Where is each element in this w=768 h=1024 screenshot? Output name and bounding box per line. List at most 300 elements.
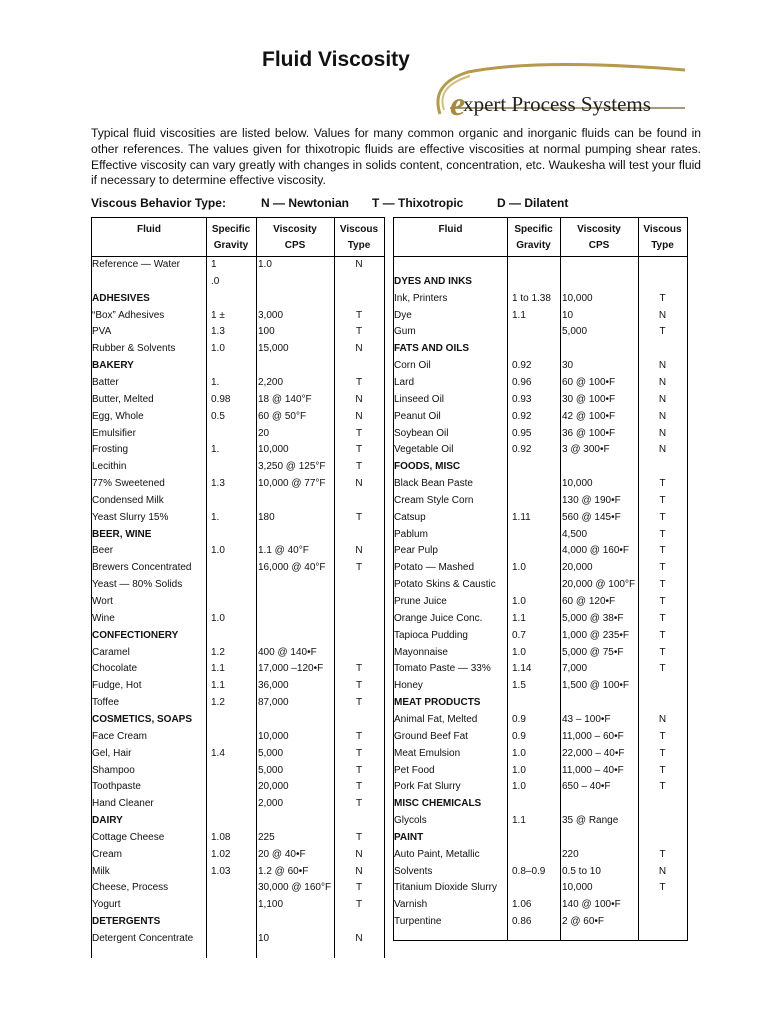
section-title: DYES AND INKS xyxy=(394,275,472,287)
viscous-type: T xyxy=(355,764,363,776)
section-header-row xyxy=(92,812,384,829)
table-row xyxy=(394,913,687,930)
section-header-row xyxy=(92,526,384,543)
specific-gravity: 1.0 xyxy=(211,343,225,355)
viscosity-cps: 3 @ 300•F xyxy=(562,444,610,456)
logo-e: e xyxy=(450,86,466,123)
fluid-name: Milk xyxy=(92,865,110,877)
section-header-row xyxy=(394,829,687,846)
fluid-name: Varnish xyxy=(394,899,428,911)
viscosity-cps: 5,000 xyxy=(258,764,284,776)
viscosity-cps: 1,100 xyxy=(258,899,284,911)
viscous-type: T xyxy=(355,882,363,894)
section-title: BAKERY xyxy=(92,360,134,372)
table-row xyxy=(92,846,384,863)
viscosity-cps: 100 xyxy=(258,326,275,338)
table-row xyxy=(394,728,687,745)
fluid-name: Pear Pulp xyxy=(394,545,438,557)
viscosity-cps: 3,000 xyxy=(258,309,284,321)
viscous-type: T xyxy=(659,882,666,894)
specific-gravity: 0.98 xyxy=(211,393,231,405)
fluid-name: Chocolate xyxy=(92,663,138,675)
viscosity-cps: 2 @ 60•F xyxy=(562,916,605,928)
specific-gravity: 1 xyxy=(211,259,217,270)
table-row xyxy=(92,542,384,559)
viscosity-cps: 0.5 to 10 xyxy=(562,865,601,877)
table-row xyxy=(92,745,384,762)
table-row xyxy=(394,762,687,779)
viscous-type: T xyxy=(355,427,363,439)
table-row xyxy=(92,879,384,896)
specific-gravity: 1.0 xyxy=(512,596,526,607)
viscous-type: T xyxy=(659,663,666,675)
viscosity-table-right xyxy=(393,217,688,941)
table-row xyxy=(92,559,384,576)
specific-gravity: 1.0 xyxy=(512,747,526,759)
viscosity-cps: 11,000 – 40•F xyxy=(562,764,624,776)
legend-newtonian: N — Newtonian xyxy=(261,196,350,210)
header-fluid: Fluid xyxy=(438,224,463,235)
section-title: DETERGENTS xyxy=(92,916,161,928)
fluid-name: Titanium Dioxide Slurry xyxy=(394,882,497,894)
header-viscosity-cps: Viscosity CPS xyxy=(273,224,317,251)
fluid-name: Linseed Oil xyxy=(394,393,445,405)
fluid-name: Caramel xyxy=(92,646,130,658)
viscosity-cps: 16,000 @ 40°F xyxy=(258,562,326,574)
viscosity-cps: 60 @ 50°F xyxy=(258,410,307,422)
table-row xyxy=(92,644,384,661)
table-row xyxy=(92,408,384,425)
section-header-row xyxy=(92,290,384,307)
header-viscous-type: Viscous Type xyxy=(643,224,682,251)
viscosity-cps: 10,000 xyxy=(258,730,289,742)
table-row xyxy=(92,374,384,391)
viscosity-cps: 2,000 xyxy=(258,798,284,810)
fluid-name: Pork Fat Slurry xyxy=(394,781,461,793)
viscous-type: N xyxy=(658,410,667,422)
legend-thixotropic: T — Thixotropic xyxy=(372,196,464,210)
table-row xyxy=(92,273,384,290)
logo-wordmark: xpert Process Systems xyxy=(463,92,651,116)
table-row xyxy=(394,711,687,728)
viscosity-cps: 20,000 xyxy=(258,781,289,793)
viscous-type: T xyxy=(355,798,363,810)
viscosity-cps: 30,000 @ 160°F xyxy=(258,882,332,894)
header-viscosity-cps: Viscosity CPS xyxy=(577,224,621,251)
table-row xyxy=(92,425,384,442)
table-row xyxy=(394,677,687,694)
viscosity-cps: 1.2 @ 60•F xyxy=(258,865,309,877)
specific-gravity: 1.1 xyxy=(512,309,526,321)
viscous-type: N xyxy=(355,848,363,860)
table-row xyxy=(92,694,384,711)
table-row xyxy=(92,762,384,779)
table-row xyxy=(394,745,687,762)
specific-gravity: 1 ± xyxy=(211,309,225,321)
table-row xyxy=(92,829,384,846)
viscosity-table-left xyxy=(91,217,385,958)
fluid-name: Honey xyxy=(394,680,423,692)
viscous-type: N xyxy=(355,410,363,422)
specific-gravity: 1. xyxy=(211,444,220,456)
fluid-name: Emulsifier xyxy=(92,427,136,439)
viscous-type: T xyxy=(659,545,666,557)
table-row xyxy=(394,425,687,442)
table-row xyxy=(394,627,687,644)
fluid-name: Shampoo xyxy=(92,764,135,776)
fluid-name: Cottage Cheese xyxy=(92,831,165,843)
fluid-name: Wine xyxy=(92,612,115,624)
fluid-name: Hand Cleaner xyxy=(92,798,154,810)
table-row xyxy=(394,778,687,795)
specific-gravity: 1.0 xyxy=(512,781,526,793)
specific-gravity: 0.9 xyxy=(512,713,526,725)
specific-gravity: 0.93 xyxy=(512,393,532,405)
viscosity-cps: 560 @ 145•F xyxy=(562,511,621,523)
table-row xyxy=(92,795,384,812)
viscosity-cps: 4,500 xyxy=(562,528,588,540)
table-row xyxy=(394,408,687,425)
fluid-name: Corn Oil xyxy=(394,360,431,372)
viscosity-cps: 1,000 @ 235•F xyxy=(562,629,630,641)
viscous-type: T xyxy=(659,579,666,591)
viscous-type: T xyxy=(659,747,666,759)
specific-gravity: 1.4 xyxy=(211,747,225,759)
section-title: CONFECTIONERY xyxy=(92,629,179,641)
viscosity-cps: 650 – 40•F xyxy=(562,781,611,793)
viscous-type: N xyxy=(355,343,363,355)
section-header-row xyxy=(92,357,384,374)
table-row xyxy=(92,677,384,694)
viscosity-cps: 225 xyxy=(258,831,275,843)
section-header-row xyxy=(92,913,384,930)
specific-gravity: 1.11 xyxy=(512,511,531,523)
fluid-name: Potato Skins & Caustic xyxy=(394,579,496,591)
viscous-type: N xyxy=(355,933,363,944)
specific-gravity: 1.14 xyxy=(512,663,532,675)
fluid-name: Toothpaste xyxy=(92,781,141,793)
viscous-type: T xyxy=(659,326,666,338)
fluid-name: Mayonnaise xyxy=(394,646,448,658)
specific-gravity: 1.1 xyxy=(512,612,526,624)
viscosity-cps: 43 – 100•F xyxy=(562,713,611,725)
specific-gravity: 0.86 xyxy=(512,916,532,928)
fluid-name: Potato — Mashed xyxy=(394,562,475,574)
section-header-row xyxy=(92,627,384,644)
viscous-type: T xyxy=(355,899,363,911)
section-header-row xyxy=(394,694,687,711)
section-title: ADHESIVES xyxy=(92,292,150,304)
viscous-type: T xyxy=(659,494,666,506)
fluid-name: Fudge, Hot xyxy=(92,680,142,692)
fluid-name: Yeast — 80% Solids xyxy=(92,579,183,591)
viscosity-cps: 35 @ Range xyxy=(562,815,619,827)
table-row xyxy=(394,492,687,509)
viscosity-cps: 1.1 @ 40°F xyxy=(258,545,309,557)
table-row xyxy=(92,778,384,795)
specific-gravity: 1.03 xyxy=(211,865,231,877)
table-row xyxy=(92,660,384,677)
table-row xyxy=(92,509,384,526)
header-fluid: Fluid xyxy=(137,224,161,235)
viscosity-cps: 180 xyxy=(258,511,275,523)
viscous-type: T xyxy=(659,478,666,490)
viscosity-cps: 20 xyxy=(258,427,270,439)
fluid-name: Vegetable Oil xyxy=(394,444,454,456)
intro-paragraph: Typical fluid viscosities are listed below. Values for many common organic and inorganic fluids can be found in other references. The values given for thixotropic fluids are effective viscosities at normal pumping shear rates. Effective viscosity can vary greatly with changes in solids content, concentration, etc. Waukesha will test your fluid if necessary to determine effective viscosity. xyxy=(91,126,701,188)
legend-dilatent: D — Dilatent xyxy=(497,196,569,210)
viscous-type: T xyxy=(355,444,363,456)
table-row xyxy=(92,863,384,880)
viscous-type: T xyxy=(355,831,363,843)
viscous-type: N xyxy=(658,376,667,388)
viscous-type: N xyxy=(355,865,363,877)
viscosity-cps: 3,250 @ 125°F xyxy=(258,461,326,473)
header-specific-gravity: Specific Gravity xyxy=(514,224,553,251)
page-title: Fluid Viscosity xyxy=(262,48,410,71)
fluid-name: Yeast Slurry 15% xyxy=(92,511,169,523)
specific-gravity: 0.92 xyxy=(512,360,532,372)
table-row xyxy=(394,846,687,863)
table-row xyxy=(92,323,384,340)
table-row xyxy=(92,340,384,357)
fluid-name: Peanut Oil xyxy=(394,410,441,422)
viscosity-cps: 10,000 xyxy=(562,882,593,894)
viscosity-cps: 10,000 xyxy=(562,478,593,490)
company-logo xyxy=(420,62,690,124)
table-row xyxy=(394,593,687,610)
viscous-type: T xyxy=(659,781,666,793)
specific-gravity: 0.92 xyxy=(512,444,532,456)
table-row xyxy=(394,644,687,661)
specific-gravity: 1.1 xyxy=(211,680,225,692)
viscous-type: N xyxy=(355,393,363,405)
table-row xyxy=(394,307,687,324)
table-row xyxy=(394,610,687,627)
section-header-row xyxy=(394,795,687,812)
table-row xyxy=(394,863,687,880)
fluid-name: Solvents xyxy=(394,865,433,877)
viscous-type: N xyxy=(658,360,667,372)
section-title: MISC CHEMICALS xyxy=(394,798,482,810)
specific-gravity: 0.95 xyxy=(512,427,532,439)
table-row xyxy=(92,441,384,458)
table-row xyxy=(92,391,384,408)
section-header-row xyxy=(394,273,687,290)
specific-gravity: 1.02 xyxy=(211,848,231,860)
viscous-type: T xyxy=(355,562,363,574)
viscous-type: T xyxy=(355,697,363,709)
header-specific-gravity: Specific Gravity xyxy=(211,224,251,251)
table-row xyxy=(394,357,687,374)
viscosity-cps: 17,000 –120•F xyxy=(258,663,324,675)
viscosity-cps: 140 @ 100•F xyxy=(562,899,621,911)
viscous-type: T xyxy=(659,562,666,574)
fluid-name: Toffee xyxy=(92,697,120,709)
fluid-name: Turpentine xyxy=(394,916,442,928)
table-row xyxy=(394,559,687,576)
viscosity-cps: 5,000 @ 38•F xyxy=(562,612,624,624)
viscous-type: T xyxy=(355,309,363,321)
viscosity-cps: 5,000 @ 75•F xyxy=(562,646,624,658)
fluid-name: Catsup xyxy=(394,511,426,523)
viscous-type: T xyxy=(659,646,666,658)
specific-gravity: 1.2 xyxy=(211,646,225,658)
table-row xyxy=(92,576,384,593)
viscosity-cps: 4,000 @ 160•F xyxy=(562,545,630,557)
viscous-type: T xyxy=(355,376,363,388)
table-row xyxy=(394,323,687,340)
viscous-type: T xyxy=(659,629,666,641)
viscosity-cps: 5,000 xyxy=(258,747,284,759)
viscosity-cps: 18 @ 140°F xyxy=(258,393,312,405)
fluid-name: Meat Emulsion xyxy=(394,747,461,759)
viscous-type: N xyxy=(355,545,363,557)
viscosity-cps: 400 @ 140•F xyxy=(258,646,317,658)
table-row xyxy=(394,660,687,677)
legend-label: Viscous Behavior Type: xyxy=(91,196,226,210)
table-row xyxy=(92,256,384,273)
viscosity-cps: 130 @ 190•F xyxy=(562,494,621,506)
section-header-row xyxy=(394,458,687,475)
fluid-name: Pablum xyxy=(394,528,428,540)
viscous-type: T xyxy=(355,461,363,473)
viscosity-cps: 220 xyxy=(562,848,579,860)
fluid-name: Beer xyxy=(92,545,114,557)
specific-gravity: 1.0 xyxy=(211,612,225,624)
specific-gravity: .0 xyxy=(211,275,220,287)
viscous-type: T xyxy=(659,764,666,776)
table-row xyxy=(394,542,687,559)
viscosity-cps: 10 xyxy=(562,309,574,321)
fluid-name: Lard xyxy=(394,376,415,388)
fluid-name: Cheese, Process xyxy=(92,882,169,894)
specific-gravity: 0.8–0.9 xyxy=(512,865,546,877)
viscosity-cps: 87,000 xyxy=(258,697,289,709)
fluid-name: Yogurt xyxy=(92,899,121,911)
fluid-name: Butter, Melted xyxy=(92,393,154,405)
viscous-type: N xyxy=(658,865,667,877)
section-title: PAINT xyxy=(394,831,424,843)
viscosity-cps: 10 xyxy=(258,933,270,944)
fluid-name: Batter xyxy=(92,376,119,388)
viscous-type: T xyxy=(355,680,363,692)
viscous-type: N xyxy=(658,393,667,405)
table-row xyxy=(92,492,384,509)
fluid-name: Tomato Paste — 33% xyxy=(394,663,491,675)
table-row xyxy=(92,475,384,492)
viscosity-cps: 11,000 – 60•F xyxy=(562,730,624,742)
specific-gravity: 0.92 xyxy=(512,410,532,422)
viscosity-cps: 36 @ 100•F xyxy=(562,427,616,439)
viscosity-cps: 36,000 xyxy=(258,680,289,692)
viscosity-cps: 10,000 xyxy=(258,444,289,456)
viscosity-cps: 2,200 xyxy=(258,376,284,388)
table-row xyxy=(394,576,687,593)
table-row xyxy=(394,879,687,896)
fluid-name: Black Bean Paste xyxy=(394,478,473,490)
viscosity-cps: 20,000 xyxy=(562,562,593,574)
viscous-type: T xyxy=(355,663,363,675)
section-header-row xyxy=(92,711,384,728)
fluid-name: Orange Juice Conc. xyxy=(394,612,483,624)
fluid-name: Animal Fat, Melted xyxy=(394,713,478,725)
viscous-type: T xyxy=(355,511,363,523)
viscosity-cps: 10,000 xyxy=(562,292,593,304)
specific-gravity: 0.7 xyxy=(512,629,526,641)
specific-gravity: 0.5 xyxy=(211,410,225,422)
specific-gravity: 1.1 xyxy=(512,815,526,827)
fluid-name: Dye xyxy=(394,309,412,321)
viscosity-cps: 20,000 @ 100°F xyxy=(562,579,636,591)
viscous-type: T xyxy=(659,511,666,523)
specific-gravity: 1 to 1.38 xyxy=(512,292,551,304)
fluid-name: Frosting xyxy=(92,444,129,456)
fluid-name: Egg, Whole xyxy=(92,410,144,422)
table-row xyxy=(92,930,384,947)
section-title: FOODS, MISC xyxy=(394,461,461,473)
specific-gravity: 1. xyxy=(211,376,220,388)
fluid-name: Auto Paint, Metallic xyxy=(394,848,480,860)
viscosity-cps: 60 @ 120•F xyxy=(562,596,616,607)
viscosity-cps: 5,000 xyxy=(562,326,588,338)
specific-gravity: 1.08 xyxy=(211,831,231,843)
viscous-type: T xyxy=(659,612,666,624)
table-row xyxy=(394,812,687,829)
viscosity-cps: 30 xyxy=(562,360,574,372)
viscous-type: N xyxy=(355,259,363,270)
section-header-row xyxy=(394,340,687,357)
specific-gravity: 1. xyxy=(211,511,220,523)
fluid-name: Glycols xyxy=(394,815,427,827)
viscosity-cps: 20 @ 40•F xyxy=(258,848,306,860)
viscosity-cps: 10,000 @ 77°F xyxy=(258,478,326,490)
specific-gravity: 1.0 xyxy=(512,646,526,658)
specific-gravity: 1.2 xyxy=(211,697,225,709)
fluid-name: Condensed Milk xyxy=(92,494,164,506)
specific-gravity: 1.0 xyxy=(211,545,225,557)
fluid-name: Brewers Concentrated xyxy=(92,562,192,574)
viscous-type: T xyxy=(659,730,666,742)
viscosity-cps: 7,000 xyxy=(562,663,588,675)
fluid-name: Wort xyxy=(92,596,113,607)
fluid-name: Face Cream xyxy=(92,730,148,742)
section-title: FATS AND OILS xyxy=(394,343,469,355)
viscosity-cps: 22,000 – 40•F xyxy=(562,747,625,759)
viscosity-cps: 60 @ 100•F xyxy=(562,376,616,388)
specific-gravity: 1.0 xyxy=(512,764,526,776)
specific-gravity: 1.0 xyxy=(512,562,526,574)
viscous-type: T xyxy=(659,596,666,607)
viscous-type: T xyxy=(355,326,363,338)
table-row xyxy=(394,290,687,307)
section-title: COSMETICS, SOAPS xyxy=(92,713,193,725)
viscosity-cps: 42 @ 100•F xyxy=(562,410,616,422)
fluid-name: Detergent Concentrate xyxy=(92,933,194,944)
table-row xyxy=(394,896,687,913)
fluid-name: Cream Style Corn xyxy=(394,494,474,506)
table-row xyxy=(394,509,687,526)
viscous-type: N xyxy=(658,427,667,439)
viscous-type: T xyxy=(355,730,363,742)
fluid-name: Soybean Oil xyxy=(394,427,449,439)
section-title: BEER, WINE xyxy=(92,528,152,540)
specific-gravity: 1.3 xyxy=(211,326,225,338)
fluid-name: Lecithin xyxy=(92,461,127,473)
fluid-name: Gel, Hair xyxy=(92,747,132,759)
table-row xyxy=(394,526,687,543)
table-row xyxy=(394,441,687,458)
